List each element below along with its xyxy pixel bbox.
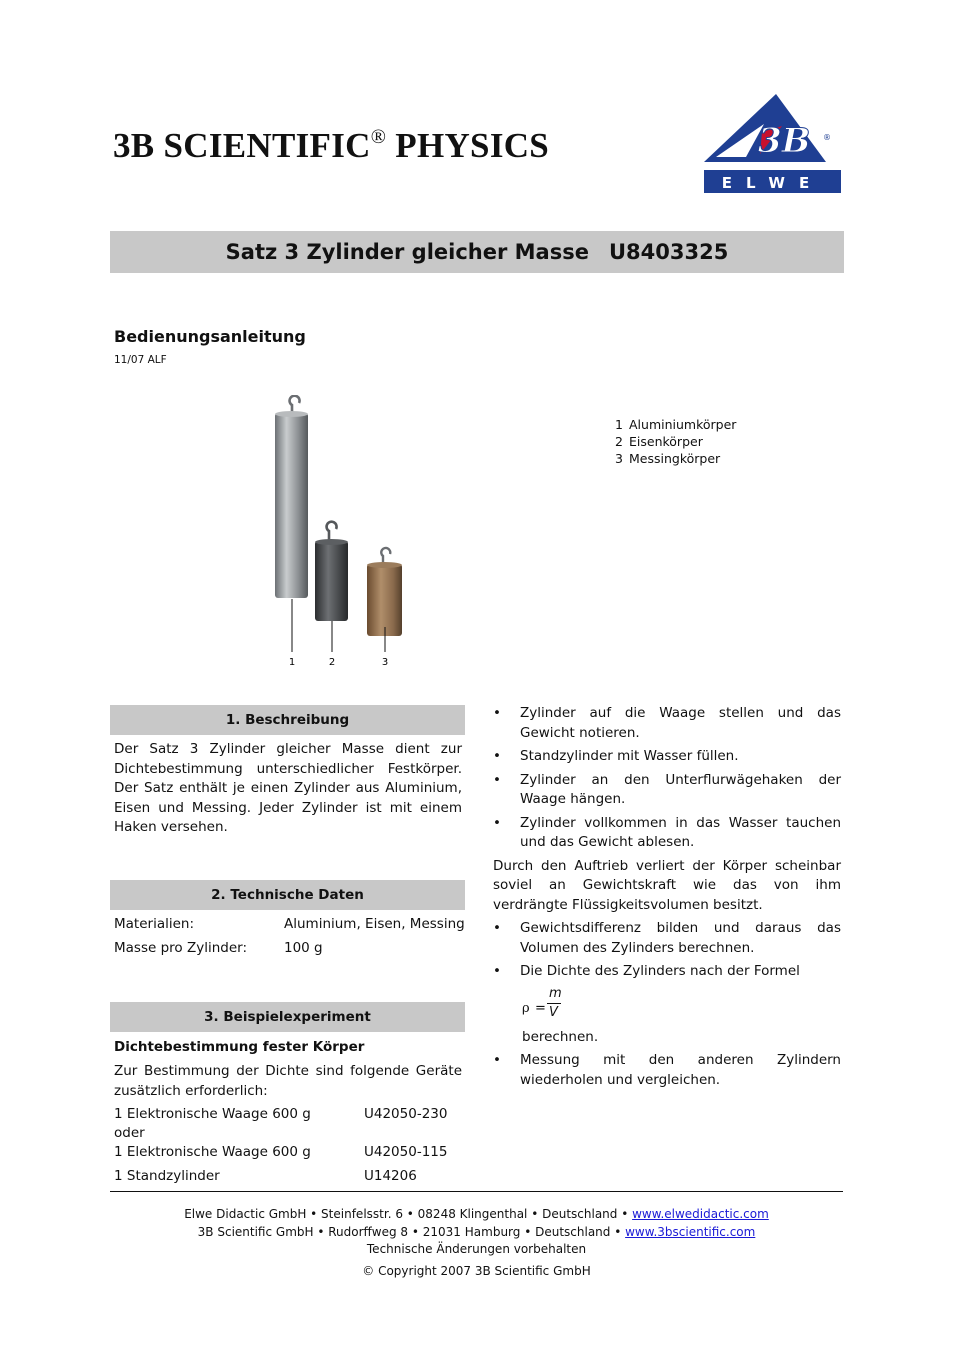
footer-copyright: © Copyright 2007 3B Scientific GmbH (362, 1264, 591, 1278)
equipment-item: 1 Standzylinder (114, 1168, 220, 1184)
formula-followup: berechnen. (522, 1028, 599, 1045)
footer-line-3b: 3B Scientific GmbH • Rudorffweg 8 • 21031 Hamburg • Deutschland • www.3bscientific.com (197, 1225, 756, 1239)
equipment-row (114, 1143, 464, 1163)
spec-label: Masse pro Zylinder: (114, 940, 247, 956)
procedure-step: • Zylinder vollkommen in das Wasser tauchen und das Gewicht ablesen. (493, 814, 841, 853)
figure-legend (615, 416, 736, 467)
section-heading-experiment: 3. Beispielexperiment (110, 1002, 465, 1032)
document-title-bar (110, 231, 844, 273)
logo-elwe-text: ELWE (721, 174, 824, 192)
brand-title: 3B SCIENTIFIC® PHYSICS (113, 126, 550, 165)
spec-row (114, 915, 464, 935)
equipment-row (114, 1124, 464, 1144)
spec-row (114, 939, 464, 959)
figure-label-2: 2 (328, 657, 336, 668)
spec-value: Aluminium, Eisen, Messing (284, 916, 465, 932)
procedure-step: • Zylinder an den Unterflurwägehaken der Waage hängen. (493, 771, 841, 810)
3b-elwe-logo (702, 94, 842, 194)
equipment-code: U14206 (364, 1168, 417, 1184)
equipment-code: U42050-230 (364, 1106, 448, 1122)
section-heading-technical-data: 2. Technische Daten (110, 880, 465, 910)
spec-value: 100 g (284, 940, 323, 956)
section-heading-description: 1. Beschreibung (110, 705, 465, 735)
equipment-code: U42050-115 (364, 1144, 448, 1160)
procedure-step: • Standzylinder mit Wasser füllen. (493, 747, 841, 767)
elwedidactic-link[interactable]: www.elwedidactic.com (632, 1207, 769, 1221)
experiment-subheading: Dichtebestimmung fester Körper (114, 1039, 365, 1055)
product-name: Satz 3 Zylinder gleicher Masse (225, 240, 589, 264)
formula-rho: ρ (522, 1000, 530, 1016)
revision-date: 11/07 ALF (114, 354, 167, 366)
footer-disclaimer: Technische Änderungen vorbehalten (366, 1242, 587, 1256)
equipment-row (114, 1105, 464, 1125)
formula-equals: = (535, 1000, 546, 1016)
manual-heading: Bedienungsanleitung (114, 327, 306, 346)
procedure-step: • Zylinder auf die Waage stellen und das Gewicht notieren. (493, 704, 841, 743)
formula-numerator: m (549, 985, 562, 1001)
product-code: U8403325 (608, 240, 729, 264)
iron-cylinder (315, 541, 348, 621)
procedure-column (493, 704, 841, 1094)
equipment-item: 1 Elektronische Waage 600 g (114, 1106, 311, 1122)
figure-label-1: 1 (288, 657, 296, 668)
hook-2 (327, 522, 337, 541)
density-formula (522, 985, 841, 1028)
procedure-step: • Gewichtsdifferenz bilden und daraus das Volumen des Zylinders berechnen. (493, 919, 841, 958)
cylinders-photo (262, 395, 420, 670)
equipment-item: oder (114, 1125, 145, 1141)
equipment-row (114, 1167, 464, 1187)
formula-denominator: V (549, 1004, 558, 1020)
logo-3b-text: 3B (758, 121, 811, 161)
legend-item: 2 Eisenkörper (615, 434, 703, 449)
footer-line-elwe: Elwe Didactic GmbH • Steinfelsstr. 6 • 08248 Klingenthal • Deutschland • www.elwedidactic.com (184, 1207, 769, 1221)
3bscientific-link[interactable]: www.3bscientific.com (625, 1225, 756, 1239)
figure-label-3: 3 (381, 657, 389, 668)
procedure-step: • Die Dichte des Zylinders nach der Formel (493, 962, 841, 982)
experiment-intro: Zur Bestimmung der Dichte sind folgende Geräte zusätzlich erforderlich: (114, 1063, 462, 1099)
buoyancy-paragraph: Durch den Auftrieb verliert der Körper scheinbar soviel an Gewichtskraft wie das von ihm verdrängte Flüssigkeitsvolumen besitzt. (493, 857, 841, 913)
legend-item: 1 Aluminiumkörper (615, 417, 737, 432)
footer-divider (110, 1191, 843, 1192)
description-text: Der Satz 3 Zylinder gleicher Masse dient zur Dichtebestimmung unterschiedlicher Festkörper. Der Satz enthält je einen Zylinder aus Aluminium, Eisen und Messing. Jeder Zylinder ist mit einem Haken versehen. (114, 741, 462, 835)
equipment-item: 1 Elektronische Waage 600 g (114, 1144, 311, 1160)
brass-cylinder (367, 564, 402, 636)
aluminium-cylinder (275, 413, 308, 598)
spec-label: Materialien: (114, 916, 195, 932)
legend-item: 3 Messingkörper (615, 451, 721, 466)
logo-reg-mark: ® (823, 133, 831, 142)
procedure-step: • Messung mit den anderen Zylindern wiederholen und vergleichen. (493, 1051, 841, 1090)
